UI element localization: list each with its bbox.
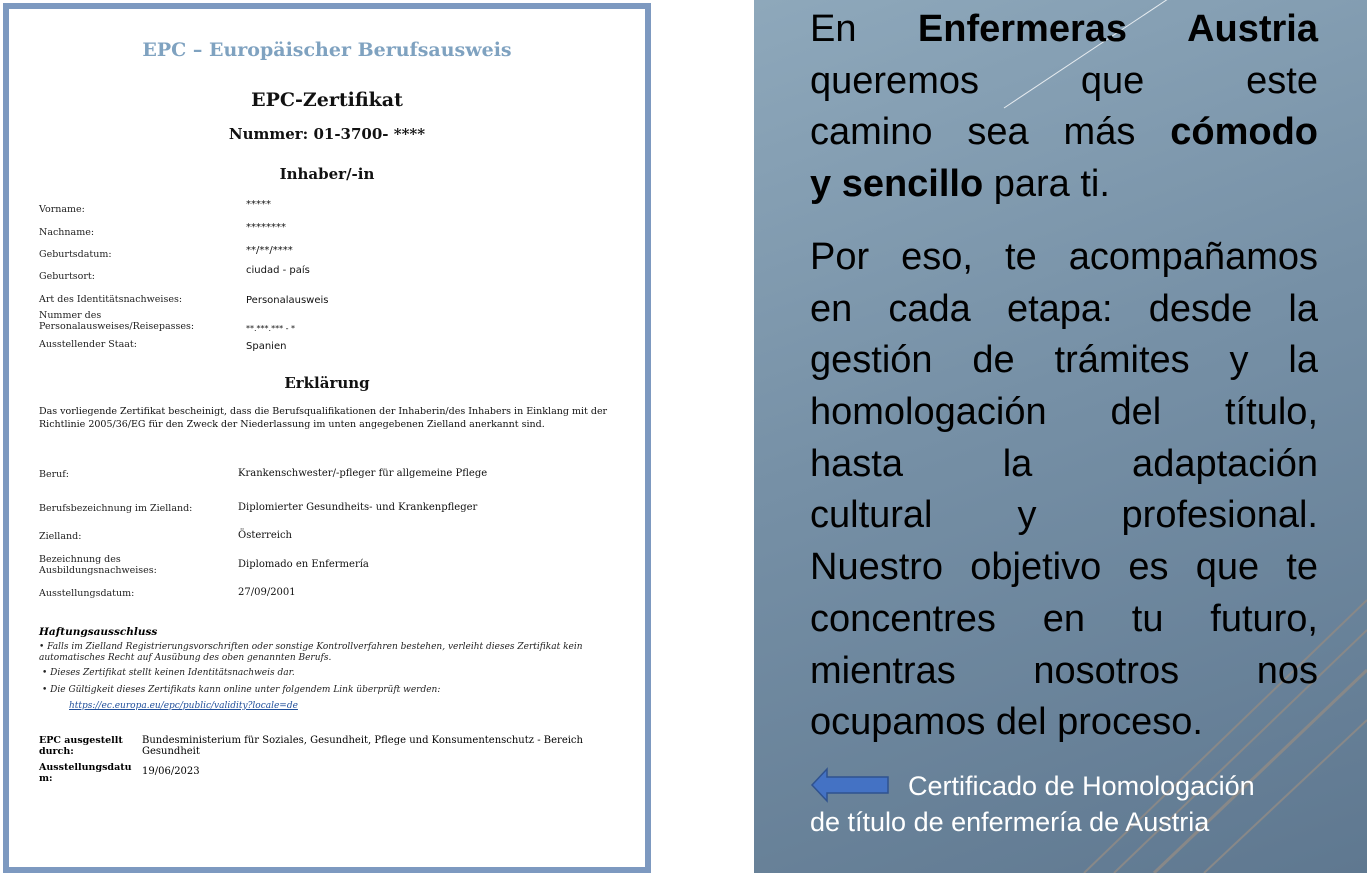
text: para ti. xyxy=(983,163,1110,206)
field-label: Ausstellender Staat: xyxy=(39,339,137,350)
bold-text: cómodo xyxy=(1170,111,1318,154)
disclaimer-item: • Die Gültigkeit dieses Zertifikats kann online unter folgendem Link überprüft werden: xyxy=(42,685,441,695)
certificate-title: EPC-Zertifikat xyxy=(251,89,403,111)
field-value: Spanien xyxy=(246,341,287,352)
field-value: 27/09/2001 xyxy=(238,587,296,598)
text: concentres en tu futuro, xyxy=(810,597,1318,640)
issue-date-value: 19/06/2023 xyxy=(142,766,200,777)
field-label: Zielland: xyxy=(39,531,82,542)
field-label: Geburtsdatum: xyxy=(39,249,112,260)
text-line xyxy=(810,232,1318,284)
text: Por eso, te acompañamos xyxy=(810,236,1318,278)
disclaimer-item: • Falls im Zielland Registrierungsvorschriften oder sonstige Kontrollverfahren bestehen, verleiht dieses Zertifikat kein automatisches Recht auf Ausübung des oben genannten Berufs. xyxy=(39,642,583,663)
text: homologación del título, xyxy=(810,391,1318,434)
field-label: Nachname: xyxy=(39,227,95,238)
text: en cada etapa: desde la xyxy=(810,287,1318,330)
field-label: Geburtsort: xyxy=(39,271,95,282)
certificate-number: Nummer: 01-3700- **** xyxy=(228,125,426,143)
bold-text: y sencillo xyxy=(810,163,984,206)
text: camino sea más xyxy=(810,111,1171,154)
info-panel xyxy=(754,0,1367,873)
field-label: Nummer des Personalausweises/Reisepasses: xyxy=(39,310,195,332)
text-line xyxy=(810,4,1318,56)
text: Nuestro objetivo es que te xyxy=(810,546,1318,589)
text: En xyxy=(810,8,918,50)
field-label: Art des Identitätsnachweises: xyxy=(39,294,183,305)
text-line xyxy=(810,284,1318,336)
validity-link[interactable]: https://ec.europa.eu/epc/public/validity?locale=de xyxy=(69,701,298,711)
holder-heading: Inhaber/-in xyxy=(279,165,375,183)
caption xyxy=(810,768,1255,840)
intro-paragraph xyxy=(810,4,1318,211)
text-line xyxy=(810,387,1318,439)
field-value: ciudad - país xyxy=(246,265,310,276)
declaration-text: Das vorliegende Zertifikat bescheinigt, dass die Berufsqualifikationen der Inhaberin/des Inhabers in Einklang mit der Richtlinie 2005/36/EG für den Zweck der Niederlassung im unten angegebenen Zielland anerkannt sind. xyxy=(39,406,608,430)
text: mientras nosotros nos xyxy=(810,649,1318,692)
field-value: ***** xyxy=(246,199,271,210)
field-value: **.***.*** - * xyxy=(246,324,296,333)
text: gestión de trámites y la xyxy=(810,339,1318,382)
text-line xyxy=(810,490,1318,542)
text-line xyxy=(810,335,1318,387)
declaration-heading: Erklärung xyxy=(284,374,370,392)
text-line xyxy=(810,697,1318,749)
issued-by-value: Bundesministerium für Soziales, Gesundheit, Pflege und Konsumentenschutz - Bereich Gesundheit xyxy=(142,735,583,757)
field-value: ******** xyxy=(246,222,286,233)
caption-line-1: Certificado de Homologación xyxy=(908,771,1255,801)
disclaimer-heading: Haftungsausschluss xyxy=(39,626,158,638)
field-value: Krankenschwester/-pfleger für allgemeine Pflege xyxy=(238,468,488,479)
field-label: Ausstellungsdatum: xyxy=(39,588,135,599)
text: queremos que este xyxy=(810,59,1318,102)
disclaimer-item: • Dieses Zertifikat stellt keinen Identitätsnachweis dar. xyxy=(42,668,295,678)
caption-line-2: de título de enfermería de Austria xyxy=(810,807,1210,837)
text-line xyxy=(810,594,1318,646)
text-line xyxy=(810,56,1318,108)
field-value: Diplomierter Gesundheits- und Krankenpfleger xyxy=(238,502,478,513)
field-label: Bezeichnung des Ausbildungsnachweises: xyxy=(39,554,157,576)
field-label: Vorname: xyxy=(39,204,85,215)
field-value: Österreich xyxy=(238,530,292,541)
body-paragraph xyxy=(810,232,1318,749)
text-line xyxy=(810,542,1318,594)
text: cultural y profesional. xyxy=(810,494,1318,537)
text: ocupamos del proceso. xyxy=(810,701,1203,744)
certificate-header: EPC – Europäischer Berufsausweis xyxy=(142,39,512,61)
text-line xyxy=(810,159,1318,211)
issued-by-label: EPC ausgestellt durch: xyxy=(39,735,123,757)
text-line xyxy=(810,107,1318,159)
issue-date-label: Ausstellungsdatum: xyxy=(39,762,132,784)
field-label: Beruf: xyxy=(39,469,69,480)
text-line xyxy=(810,439,1318,491)
epc-certificate-image xyxy=(3,3,651,873)
field-label: Berufsbezeichnung im Zielland: xyxy=(39,503,193,514)
field-value: Diplomado en Enfermería xyxy=(238,559,369,570)
bold-text: Enfermeras Austria xyxy=(917,8,1318,50)
text-line xyxy=(810,646,1318,698)
field-value: Personalausweis xyxy=(246,295,329,306)
text: hasta la adaptación xyxy=(810,442,1318,485)
field-value: **/**/**** xyxy=(246,245,293,256)
